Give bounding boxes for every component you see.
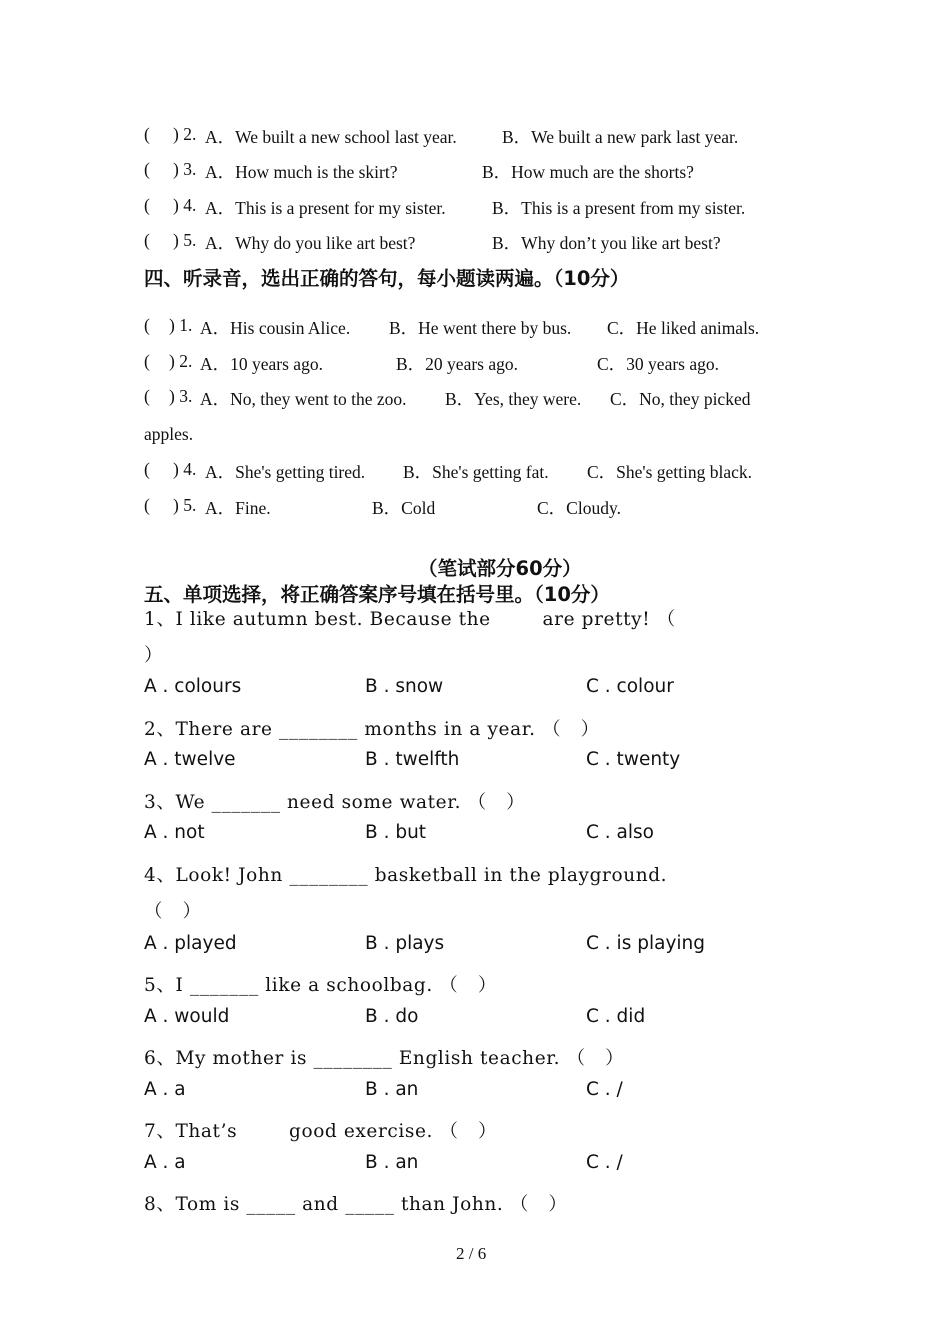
option-b[interactable]: B . do	[365, 1006, 419, 1027]
option-c[interactable]: C . is playing	[586, 933, 705, 954]
question-number: ) 4.	[173, 459, 197, 479]
option-b: B．20 years ago.	[396, 354, 518, 374]
question-text: 5、I _______ like a schoolbag. （ ）	[144, 975, 497, 996]
option-a[interactable]: A . a	[144, 1152, 186, 1173]
option-a[interactable]: A . colours	[144, 676, 242, 697]
answer-paren[interactable]: (	[144, 230, 150, 250]
page-number: 2 / 6	[456, 1244, 487, 1263]
answer-paren[interactable]: (	[144, 459, 150, 479]
option-b[interactable]: B . plays	[365, 933, 445, 954]
option-b: B．Cold	[372, 498, 436, 518]
section-5-title: 五、单项选择，将正确答案序号填在括号里。（10分）	[144, 583, 610, 606]
option-a: A．No, they went to the zoo.	[200, 389, 407, 409]
question-text: 1、I like autumn best. Because the are pretty! （	[144, 609, 676, 630]
question-text-continued: ）	[144, 645, 164, 666]
option-c[interactable]: C . did	[586, 1006, 646, 1027]
option-a: A．She's getting tired.	[205, 462, 366, 482]
option-a[interactable]: A . a	[144, 1079, 186, 1100]
option-c[interactable]: C . /	[586, 1079, 623, 1100]
question-number: ) 3.	[169, 386, 193, 406]
question-text: 4、Look! John ________ basketball in the playground.	[144, 865, 668, 886]
option-c: C．Cloudy.	[537, 498, 621, 518]
option-c: C．No, they picked	[610, 389, 751, 409]
option-a[interactable]: A . not	[144, 822, 205, 843]
answer-paren[interactable]: (	[144, 315, 150, 335]
question-number: ) 4.	[173, 195, 197, 215]
question-text: 7、That’s good exercise. （ ）	[144, 1121, 498, 1142]
option-c: C．30 years ago.	[597, 354, 719, 374]
option-a[interactable]: A . would	[144, 1006, 230, 1027]
option-b: B．How much are the shorts?	[482, 162, 694, 182]
option-a: A．Why do you like art best?	[205, 233, 416, 253]
answer-paren[interactable]: (	[144, 159, 150, 179]
option-a: A．His cousin Alice.	[200, 318, 351, 338]
option-b[interactable]: B . snow	[365, 676, 444, 697]
option-c[interactable]: C . also	[586, 822, 654, 843]
answer-paren[interactable]: (	[144, 495, 150, 515]
option-a: A．This is a present for my sister.	[205, 198, 446, 218]
option-c: C．She's getting black.	[587, 462, 753, 482]
option-c-continued: apples.	[144, 424, 194, 444]
option-b[interactable]: B . an	[365, 1152, 419, 1173]
answer-paren[interactable]: (	[144, 124, 150, 144]
answer-paren[interactable]: (	[144, 386, 150, 406]
option-b[interactable]: B . an	[365, 1079, 419, 1100]
option-a: A．How much is the skirt?	[205, 162, 398, 182]
option-b[interactable]: B . but	[365, 822, 427, 843]
option-b: B．We built a new park last year.	[502, 127, 739, 147]
option-b[interactable]: B . twelfth	[365, 749, 460, 770]
option-a: A．We built a new school last year.	[205, 127, 457, 147]
answer-paren[interactable]: (	[144, 351, 150, 371]
option-a: A．Fine.	[205, 498, 271, 518]
question-number: ) 2.	[173, 124, 197, 144]
question-number: ) 2.	[169, 351, 193, 371]
option-b: B．She's getting fat.	[403, 462, 549, 482]
option-b: B．This is a present from my sister.	[492, 198, 746, 218]
question-number: ) 3.	[173, 159, 197, 179]
section-4-title: 四、听录音，选出正确的答句，每小题读两遍。（10分）	[144, 267, 630, 290]
question-text-continued: （ ）	[144, 901, 202, 922]
option-c[interactable]: C . twenty	[586, 749, 681, 770]
question-text: 8、Tom is _____ and _____ than John. （ ）	[144, 1194, 568, 1215]
option-c[interactable]: C . colour	[586, 676, 674, 697]
option-a: A．10 years ago.	[200, 354, 323, 374]
question-text: 2、There are ________ months in a year. （ ）	[144, 719, 600, 740]
question-number: ) 5.	[173, 230, 197, 250]
option-c[interactable]: C . /	[586, 1152, 623, 1173]
question-number: ) 1.	[169, 315, 193, 335]
option-b: B．Why don’t you like art best?	[492, 233, 721, 253]
question-text: 6、My mother is ________ English teacher. （ ）	[144, 1048, 625, 1069]
option-b: B．He went there by bus.	[389, 318, 572, 338]
written-part-title: （笔试部分60分）	[418, 557, 582, 580]
option-b: B．Yes, they were.	[445, 389, 582, 409]
question-number: ) 5.	[173, 495, 197, 515]
option-c: C．He liked animals.	[607, 318, 760, 338]
answer-paren[interactable]: (	[144, 195, 150, 215]
question-text: 3、We _______ need some water. （ ）	[144, 792, 526, 813]
option-a[interactable]: A . played	[144, 933, 237, 954]
option-a[interactable]: A . twelve	[144, 749, 236, 770]
